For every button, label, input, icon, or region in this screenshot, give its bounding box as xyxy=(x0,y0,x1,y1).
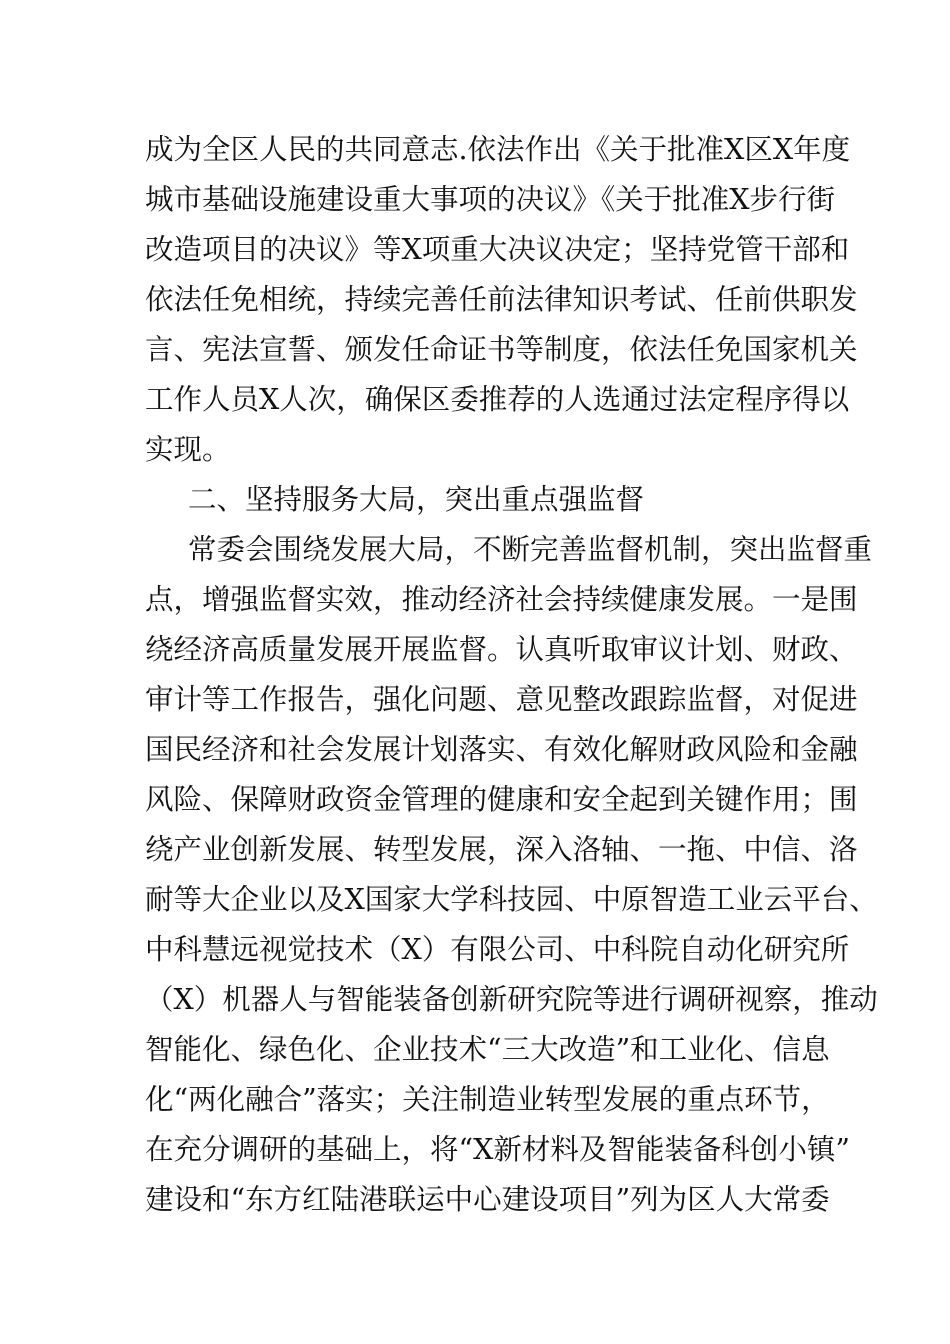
paragraph-line: 成为全区人民的共同意志.依法作出《关于批准X区X年度 xyxy=(145,133,851,166)
paragraph-line: （X）机器人与智能装备创新研究院等进行调研视察，推动 xyxy=(145,983,878,1016)
paragraph-line: 依法任免相统，持续完善任前法律知识考试、任前供职发 xyxy=(145,283,858,316)
paragraph-line: 耐等大企业以及X国家大学科技园、中原智造工业云平台、 xyxy=(145,883,878,916)
paragraph-line: 言、宪法宣誓、颁发任命证书等制度，依法任免国家机关 xyxy=(145,333,858,366)
paragraph-line: 建设和“东方红陆港联运中心建设项目”列为区人大常委 xyxy=(145,1183,830,1216)
paragraph-line: 点，增强监督实效，推动经济社会持续健康发展。一是围 xyxy=(145,583,858,616)
paragraph-line: 风险、保障财政资金管理的健康和安全起到关键作用；围 xyxy=(145,783,858,816)
section-heading: 二、坚持服务大局，突出重点强监督 xyxy=(188,483,645,516)
paragraph-line: 工作人员X人次，确保区委推荐的人选通过法定程序得以 xyxy=(145,383,850,416)
paragraph-line: 中科慧远视觉技术（X）有限公司、中科院自动化研究所 xyxy=(145,933,850,966)
paragraph-line: 实现。 xyxy=(145,433,231,466)
paragraph-line: 国民经济和社会发展计划落实、有效化解财政风险和金融 xyxy=(145,733,858,766)
paragraph-line: 城市基础设施建设重大事项的决议》《关于批准X步行街 xyxy=(145,183,836,216)
paragraph-line: 化“两化融合”落实；关注制造业转型发展的重点环节， xyxy=(145,1083,830,1116)
paragraph-line: 改造项目的决议》等X项重大决议决定；坚持党管干部和 xyxy=(145,233,850,266)
paragraph-line: 在充分调研的基础上，将“X新材料及智能装备科创小镇” xyxy=(145,1133,850,1166)
paragraph-line: 审计等工作报告，强化问题、意见整改跟踪监督，对促进 xyxy=(145,683,858,716)
paragraph-line: 智能化、绿色化、企业技术“三大改造”和工业化、信息 xyxy=(145,1033,830,1066)
paragraph-line: 绕产业创新发展、转型发展，深入洛轴、一拖、中信、洛 xyxy=(145,833,858,866)
paragraph-line: 常委会围绕发展大局，不断完善监督机制，突出监督重 xyxy=(188,533,873,566)
paragraph-line: 绕经济高质量发展开展监督。认真听取审议计划、财政、 xyxy=(145,633,858,666)
